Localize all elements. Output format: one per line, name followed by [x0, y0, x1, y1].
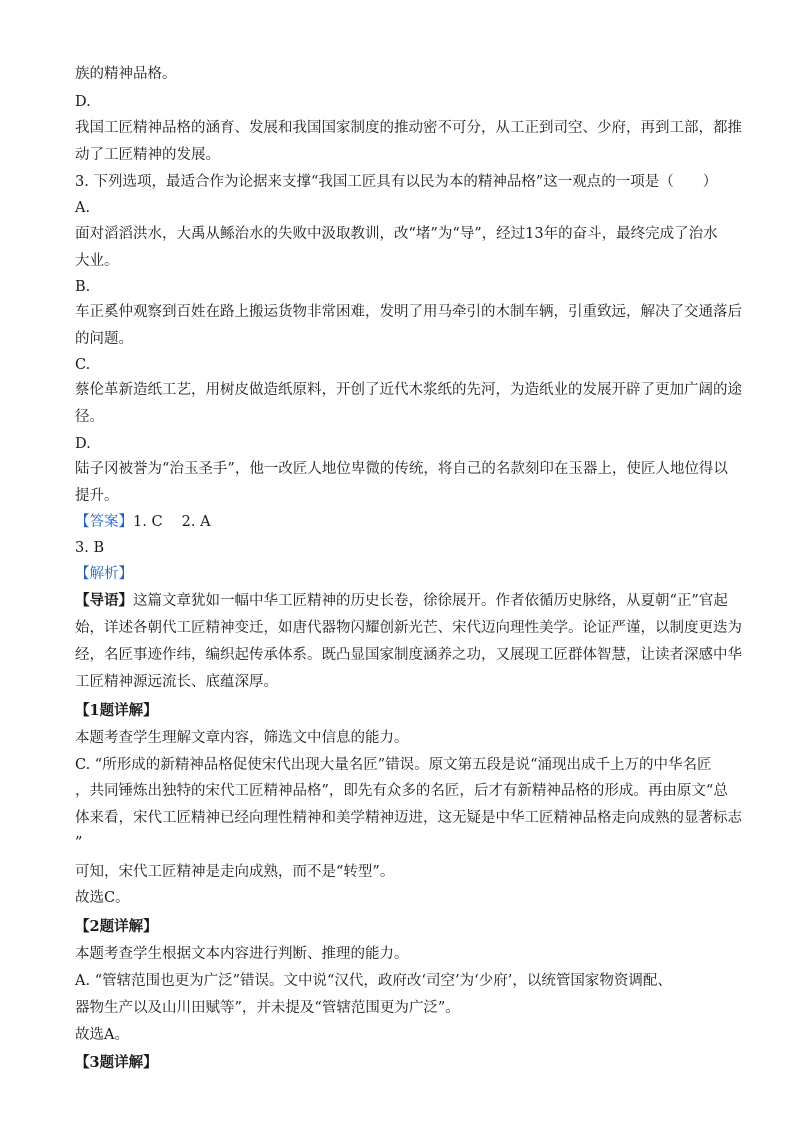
detail1-line: 故选C。	[75, 890, 130, 906]
detail1-line: 本题考查学生理解文章内容，筛选文中信息的能力。	[75, 730, 409, 746]
detail1-line: 可知，宋代工匠精神是走向成熟，而不是“转型”。	[75, 864, 395, 880]
text-line: 我国工匠精神品格的涵育、发展和我国国家制度的推动密不可分，从工正到司空、少府，再到工部，都推	[75, 120, 742, 136]
option-label: C.	[75, 357, 91, 373]
text-line: 陆子冈被誉为“治玉圣手”，他一改匠人地位卑微的传统，将自己的名款刻印在玉器上，使匠人地位得以	[75, 461, 728, 477]
detail1-line: C. “所形成的新精神品格促使宋代出现大量名匠”错误。原文第五段是说“涌现出成千上万的中华名匠	[75, 757, 712, 773]
text-line: 车正奚仲观察到百姓在路上搬运货物非常困难，发明了用马牵引的木制车辆，引重致远，解决了交通落后	[75, 304, 742, 320]
text-line: 面对滔滔洪水，大禹从鲧治水的失败中汲取教训，改“堵”为“导”，经过13年的奋斗，最终完成了治水	[75, 226, 718, 242]
analysis-label: 【解析】	[75, 566, 133, 582]
answer-line-2: 3. B	[75, 540, 105, 556]
guide-line: 经，名匠事迹作纬，编织起传承体系。既凸显国家制度涵养之功，又展现工匠群体智慧，让读者深感中华	[75, 647, 742, 663]
answer-line	[75, 512, 211, 532]
detail2-label: 【2题详解】	[75, 918, 158, 935]
text-line: 族的精神品格。	[75, 66, 177, 82]
detail1-line: 体来看，宋代工匠精神已经向理性精神和美学精神迈进，这无疑是中华工匠精神品格走向成熟的显著标志	[75, 810, 742, 826]
guide-label: 【导语】	[75, 592, 133, 609]
detail2-line: 本题考查学生根据文本内容进行判断、推理的能力。	[75, 946, 409, 962]
answer-label: 【答案】	[75, 514, 133, 530]
text-line: 蔡伦革新造纸工艺，用树皮做造纸原料，开创了近代木浆纸的先河，为造纸业的发展开辟了更加广阔的途	[75, 382, 742, 398]
text-line: 径。	[75, 409, 104, 425]
guide-text: 这篇文章犹如一幅中华工匠精神的历史长卷，徐徐展开。作者依循历史脉络，从夏朝“正”官起	[133, 593, 728, 609]
option-label: B.	[75, 279, 91, 295]
detail1-line: ”	[75, 835, 83, 851]
guide-line: 始，详述各朝代工匠精神变迁，如唐代器物闪耀创新光芒、宋代迈向理性美学。论证严谨，以制度更迭为	[75, 620, 742, 636]
detail2-line: 故选A。	[75, 1027, 129, 1043]
text-line: 的问题。	[75, 331, 133, 347]
detail2-line: 器物生产以及山川田赋等”，并未提及“管辖范围更为广泛”。	[75, 1000, 460, 1016]
question-3: 3. 下列选项，最适合作为论据来支撑“我国工匠具有以民为本的精神品格”这一观点的一项是（ ）	[75, 174, 718, 190]
guide-line	[75, 591, 728, 611]
text-line: 大业。	[75, 253, 119, 269]
text-line: 提升。	[75, 488, 119, 504]
detail1-label: 【1题详解】	[75, 702, 158, 719]
option-label: D.	[75, 94, 91, 110]
guide-line: 工匠精神源远流长、底蕴深厚。	[75, 674, 278, 690]
answer-text: 1. C 2. A	[133, 514, 211, 530]
detail2-line: A. “管辖范围也更为广泛”错误。文中说“汉代，政府改‘司空’为‘少府’，以统管国家物资调配、	[75, 973, 672, 989]
detail1-line: ，共同锤炼出独特的宋代工匠精神品格”，即先有众多的名匠，后才有新精神品格的形成。再由原文“总	[75, 783, 728, 799]
option-label: D.	[75, 436, 91, 452]
option-label: A.	[75, 200, 91, 216]
text-line: 动了工匠精神的发展。	[75, 147, 220, 163]
detail3-label: 【3题详解】	[75, 1054, 158, 1071]
